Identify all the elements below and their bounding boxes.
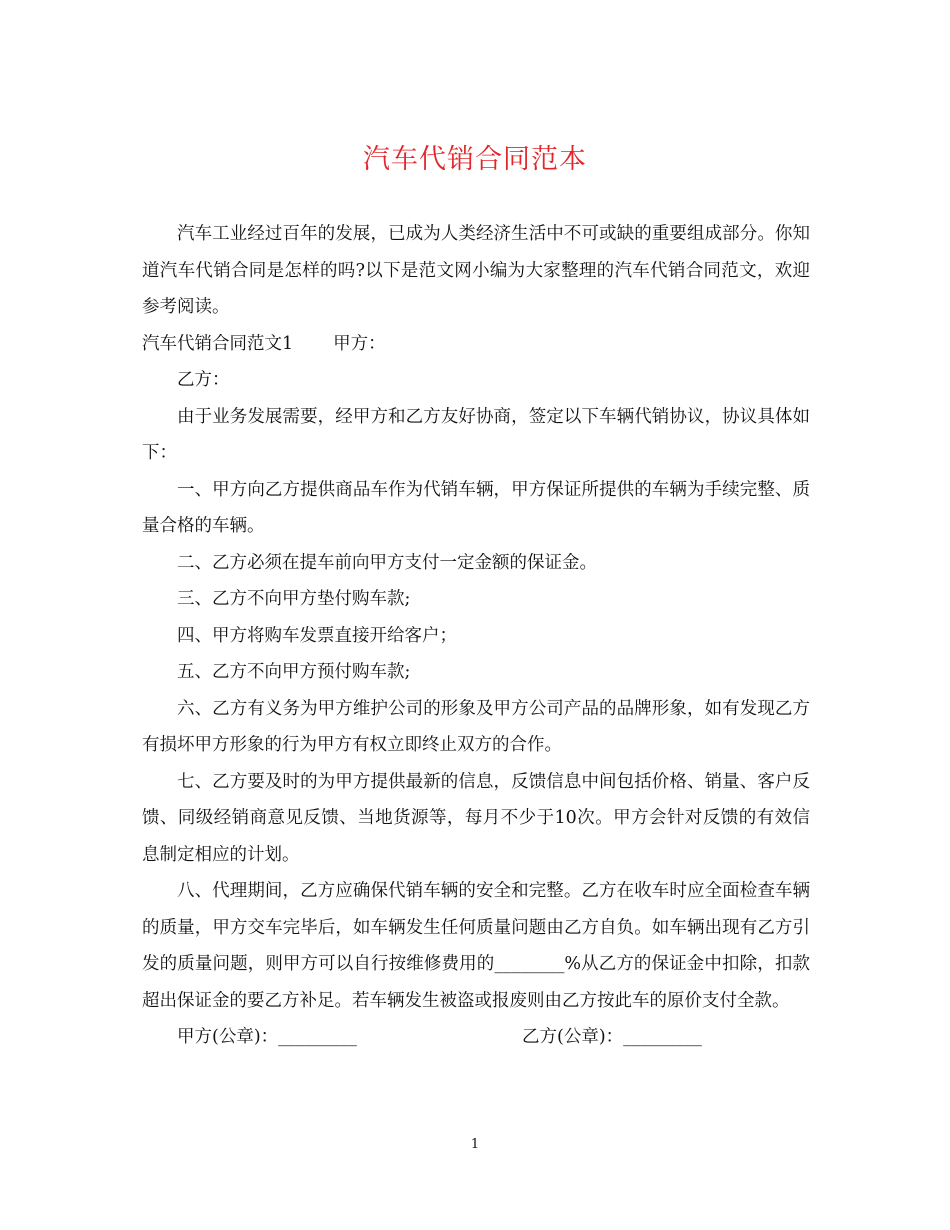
clause-4: 四、甲方将购车发票直接开给客户； — [177, 625, 457, 646]
document-title: 汽车代销合同范本 — [363, 144, 587, 175]
signature-party-b: 乙方(公章)：_________ — [522, 1027, 702, 1047]
clause-6: 六、乙方有义务为甲方维护公司的形象及甲方公司产品的品牌形象，如有发现乙方有损坏甲方形象的行为甲方有权立即终止双方的合作。 — [142, 698, 810, 755]
document-body — [142, 216, 810, 1056]
party-a-label: 甲方： — [333, 333, 386, 354]
section-heading-line — [142, 326, 810, 363]
section-heading: 汽车代销合同范文1 — [142, 333, 294, 354]
clause-1: 一、甲方向乙方提供商品车作为代销车辆，甲方保证所提供的车辆为手续完整、质量合格的车辆。 — [142, 479, 810, 536]
intro-paragraph: 汽车工业经过百年的发展，已成为人类经济生活中不可或缺的重要组成部分。你知道汽车代销合同是怎样的吗?以下是范文网小编为大家整理的汽车代销合同范文，欢迎参考阅读。 — [142, 224, 810, 317]
clause-3: 三、乙方不向甲方垫付购车款; — [177, 589, 411, 609]
signature-party-a: 甲方(公章)：_________ — [177, 1027, 357, 1047]
party-b-label: 乙方： — [177, 370, 230, 390]
clause-5: 五、乙方不向甲方预付购车款; — [177, 662, 411, 682]
clause-2: 二、乙方必须在提车前向甲方支付一定金额的保证金。 — [177, 552, 597, 573]
page-number: 1 — [470, 1137, 480, 1152]
preamble-paragraph: 由于业务发展需要，经甲方和乙方友好协商，签定以下车辆代销协议，协议具体如下： — [142, 406, 810, 463]
signature-row — [142, 1019, 810, 1056]
clause-7: 七、乙方要及时的为甲方提供最新的信息，反馈信息中间包括价格、销量、客户反馈、同级经销商意见反馈、当地货源等，每月不少于10次。甲方会针对反馈的有效信息制定相应的计划。 — [142, 771, 810, 865]
clause-8: 八、代理期间，乙方应确保代销车辆的安全和完整。乙方在收车时应全面检查车辆的质量，甲方交车完毕后，如车辆发生任何质量问题由乙方自负。如车辆出现有乙方引发的质量问题，则甲方可以自行按维修费用的________%从乙方的保证金中扣除，扣款超出保证金的要乙方补足。若车辆发生被盗或报废则由乙方按此车的原价支付全款。 — [142, 881, 810, 1011]
